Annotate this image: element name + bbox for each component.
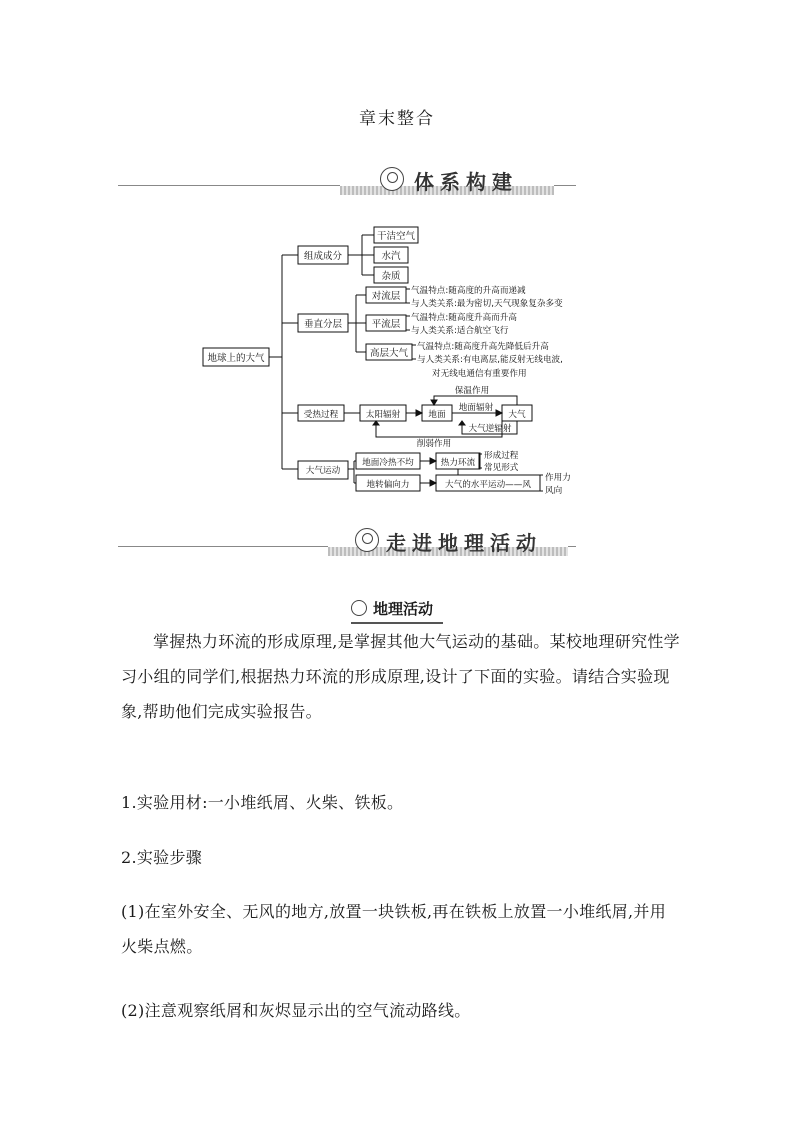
ground-box-label: 地面 [428, 410, 446, 420]
horizontal-label: 大气的水平运动——风 [445, 480, 531, 490]
forms-label: 常见形式 [484, 463, 519, 473]
layer-desc: 气温特点:随高度升高先降低后升高 [417, 342, 549, 352]
layer-desc: 与人类关系:最为密切,天气现象复杂多变 [411, 299, 563, 309]
comp-item: 水汽 [381, 251, 401, 262]
layer-name: 对流层 [371, 291, 401, 302]
force-label: 作用力 [545, 473, 571, 483]
weakening-label: 削弱作用 [416, 439, 452, 449]
direction-label: 风向 [545, 486, 563, 496]
layers-label: 垂直分层 [303, 319, 343, 330]
section-banner-activity [118, 527, 576, 557]
paragraph: 掌握热力环流的形成原理,是掌握其他大气运动的基础。某校地理研究性学习小组的同学们,根据热力环流的形成原理,设计了下面的实验。请结合实验现象,帮助他们完成实验报告。 [121, 632, 680, 721]
paragraph: (2)注意观察纸屑和灰烬显示出的空气流动路线。 [121, 1001, 471, 1020]
layer-name: 高层大气 [369, 348, 409, 359]
uneven-label: 地面冷热不均 [362, 458, 414, 468]
circulation-label: 热力环流 [440, 458, 476, 468]
banner-title: 体系构建 [414, 170, 518, 194]
layer-desc: 气温特点:随高度升高而升高 [411, 313, 518, 323]
layer-desc: 与人类关系:有电离层,能反射无线电波, [417, 355, 563, 365]
solar-box-label: 太阳辐射 [365, 410, 401, 420]
insulation-label: 保温作用 [454, 386, 490, 396]
composition-label: 组成成分 [303, 251, 343, 262]
paragraph: 1.实验用材:一小堆纸屑、火柴、铁板。 [121, 793, 404, 812]
section-banner-system [118, 166, 576, 196]
layer-desc: 与人类关系:适合航空飞行 [411, 326, 509, 336]
layer-desc: 对无线电通信有重要作用 [432, 369, 527, 379]
ground-rad-label: 地面辐射 [458, 403, 494, 413]
air-box-label: 大气 [508, 410, 526, 420]
person-icon [355, 528, 379, 552]
motion-label: 大气运动 [305, 466, 341, 476]
heating-label: 受热过程 [303, 410, 339, 420]
root-label: 地球上的大气 [207, 353, 265, 364]
activity-title: 地理活动 [0, 598, 794, 624]
coriolis-label: 地转偏向力 [366, 480, 410, 490]
layer-desc: 气温特点:随高度的升高而递减 [411, 286, 526, 296]
page-title: 章末整合 [359, 109, 435, 129]
layer-name: 平流层 [371, 319, 401, 330]
banner-title: 走进地理活动 [386, 531, 542, 555]
mountain-icon [351, 600, 367, 616]
formation-label: 形成过程 [484, 451, 519, 461]
paragraph: (1)在室外安全、无风的地方,放置一块铁板,再在铁板上放置一小堆纸屑,并用火柴点燃。 [121, 902, 667, 956]
comp-item: 杂质 [381, 271, 401, 282]
paragraph: 2.实验步骤 [121, 848, 203, 867]
person-icon [380, 167, 404, 191]
counter-rad-label: 大气逆辐射 [468, 424, 512, 434]
comp-item: 干洁空气 [376, 231, 416, 242]
concept-diagram [200, 225, 600, 515]
